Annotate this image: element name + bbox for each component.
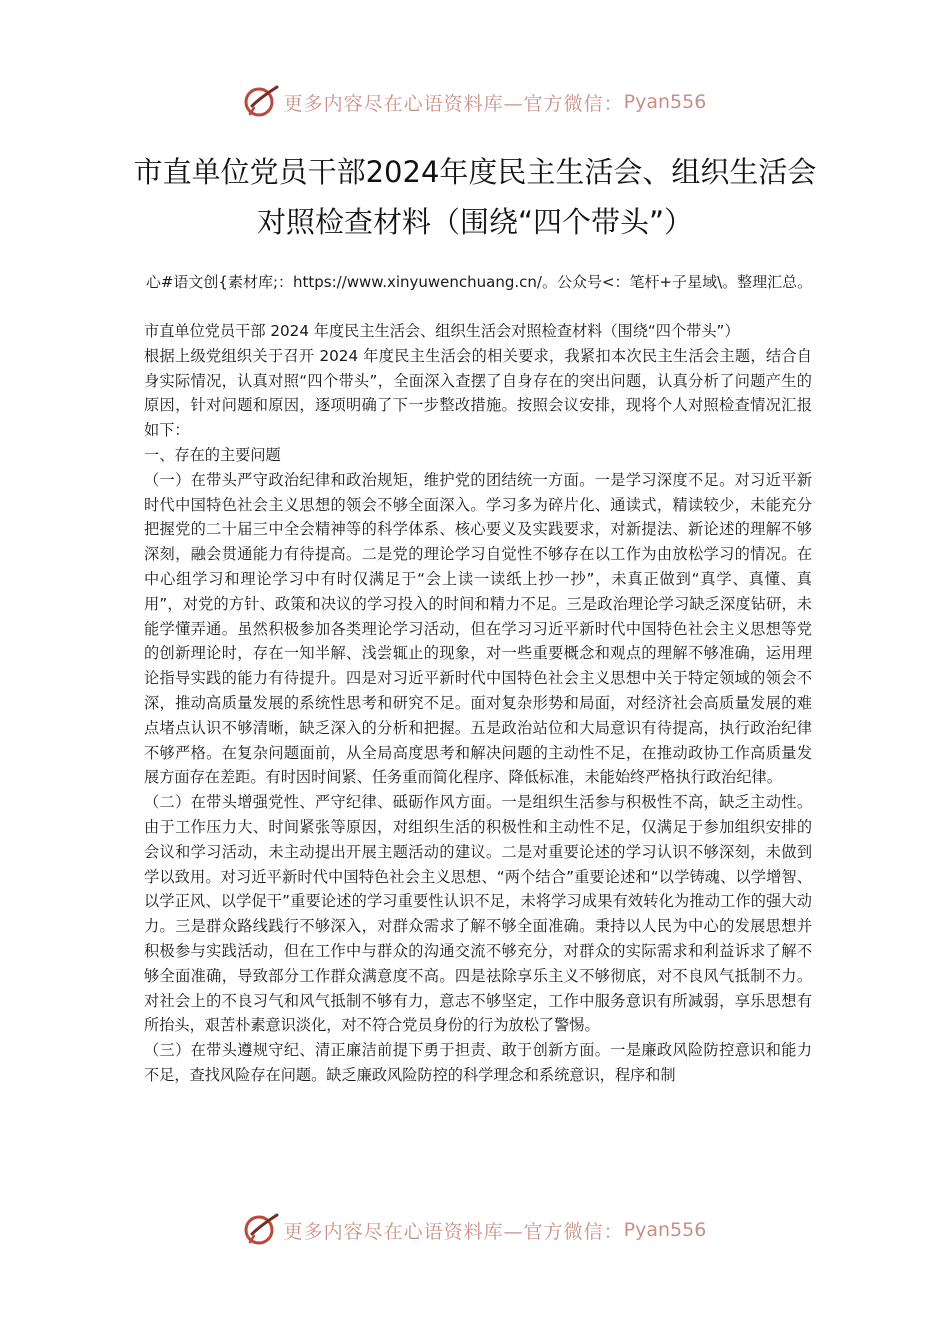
body-paragraph: （二）在带头增强党性、严守纪律、砥砺作风方面。一是组织生活参与积极性不高，缺乏主动性。由于工作压力大、时间紧张等原因，对组织生活的积极性和主动性不足，仅满足于参加组织安排的会议和学习活动，未主动提出开展主题活动的建议。二是对重要论述的学习认识不够深刻，未做到学以致用。对习近平新时代中国特色社会主义思想、“两个结合”重要论述和“以学铸魂、以学增智、以学正风、以学促干”重要论述的学习重要性认识不足，未将学习成果有效转化为推动工作的强大动力。三是群众路线践行不够深入，对群众需求了解不够全面准确。秉持以人民为中心的发展思想并积极参与实践活动，但在工作中与群众的沟通交流不够充分，对群众的实际需求和利益诉求了解不够全面准确，导致部分工作群众满意度不高。四是祛除享乐主义不够彻底，对不良风气抵制不力。对社会上的不良习气和风气抵制不够有力，意志不够坚定，工作中服务意识有所减弱，享乐思想有所抬头，艰苦朴素意识淡化，对不符合党员身份的行为放松了警惕。 (144, 793, 812, 1035)
body-paragraph: 根据上级党组织关于召开 2024 年度民主生活会的相关要求，我紧扣本次民主生活会主题，结合自身实际情况，认真对照“四个带头”，全面深入查摆了自身存在的突出问题，认真分析了问题产生的原因，针对问题和原因，逐项明确了下一步整改措施。按照会议安排，现将个人对照检查情况汇报如下： (144, 346, 812, 440)
body-paragraph: （一）在带头严守政治纪律和政治规矩，维护党的团结统一方面。一是学习深度不足。对习近平新时代中国特色社会主义思想的领会不够全面深入。学习多为碎片化、通读式，精读较少，未能充分把握党的二十届三中全会精神等的科学体系、核心要义及实践要求，对新提法、新论述的理解不够深刻，融会贯通能力有待提高。二是党的理论学习自觉性不够存在以工作为由放松学习的情况。在中心组学习和理论学习中有时仅满足于“会上读一读纸上抄一抄”，未真正做到“真学、真懂、真用”，对党的方针、政策和决议的学习投入的时间和精力不足。三是政治理论学习缺乏深度钻研，未能学懂弄通。虽然积极参加各类理论学习活动，但在学习习近平新时代中国特色社会主义思想等党的创新理论时，存在一知半解、浅尝辄止的现象，对一些重要概念和观点的理解不够准确，运用理论指导实践的能力有待提升。四是对习近平新时代中国特色社会主义思想中关于特定领域的领会不深，推动高质量发展的系统性思考和研究不足。面对复杂形势和局面，对经济社会高质量发展的难点堵点认识不够清晰，缺乏深入的分析和把握。五是政治站位和大局意识有待提高，执行政治纪律不够严格。在复杂问题面前，从全局高度思考和解决问题的主动性不足，在推动政协工作高质量发展方面存在差距。有时因时间紧、任务重而简化程序、降低标准，未能始终严格执行政治纪律。 (144, 470, 812, 787)
body-paragraph: 市直单位党员干部 2024 年度民主生活会、组织生活会对照检查材料（围绕“四个带头”） (144, 322, 740, 340)
banner-wechat-id: Pyan556 (623, 1219, 707, 1241)
header-watermark-banner (0, 82, 950, 122)
banner-text: 更多内容尽在心语资料库—官方微信： (283, 92, 624, 115)
footer-watermark-banner (0, 1210, 950, 1250)
section-heading: 一、存在的主要问题 (144, 445, 281, 464)
banner-text: 更多内容尽在心语资料库—官方微信： (283, 1220, 624, 1243)
brush-logo-icon (244, 84, 280, 120)
brush-logo-icon (244, 1212, 280, 1248)
banner-wechat-id: Pyan556 (623, 91, 707, 113)
source-note: 心#语文创{素材库;：https://www.xinyuwenchuang.cn/。公众号<：笔杆+子星域\。整理汇总。 (145, 273, 813, 291)
body-paragraph: （三）在带头遵规守纪、清正廉洁前提下勇于担责、敢于创新方面。一是廉政风险防控意识和能力不足，查找风险存在问题。缺乏廉政风险防控的科学理念和系统意识，程序和制 (144, 1041, 812, 1084)
document-body (144, 319, 812, 1088)
document-title: 市直单位党员干部2024年度民主生活会、组织生活会对照检查材料（围绕“四个带头”） (133, 155, 817, 239)
